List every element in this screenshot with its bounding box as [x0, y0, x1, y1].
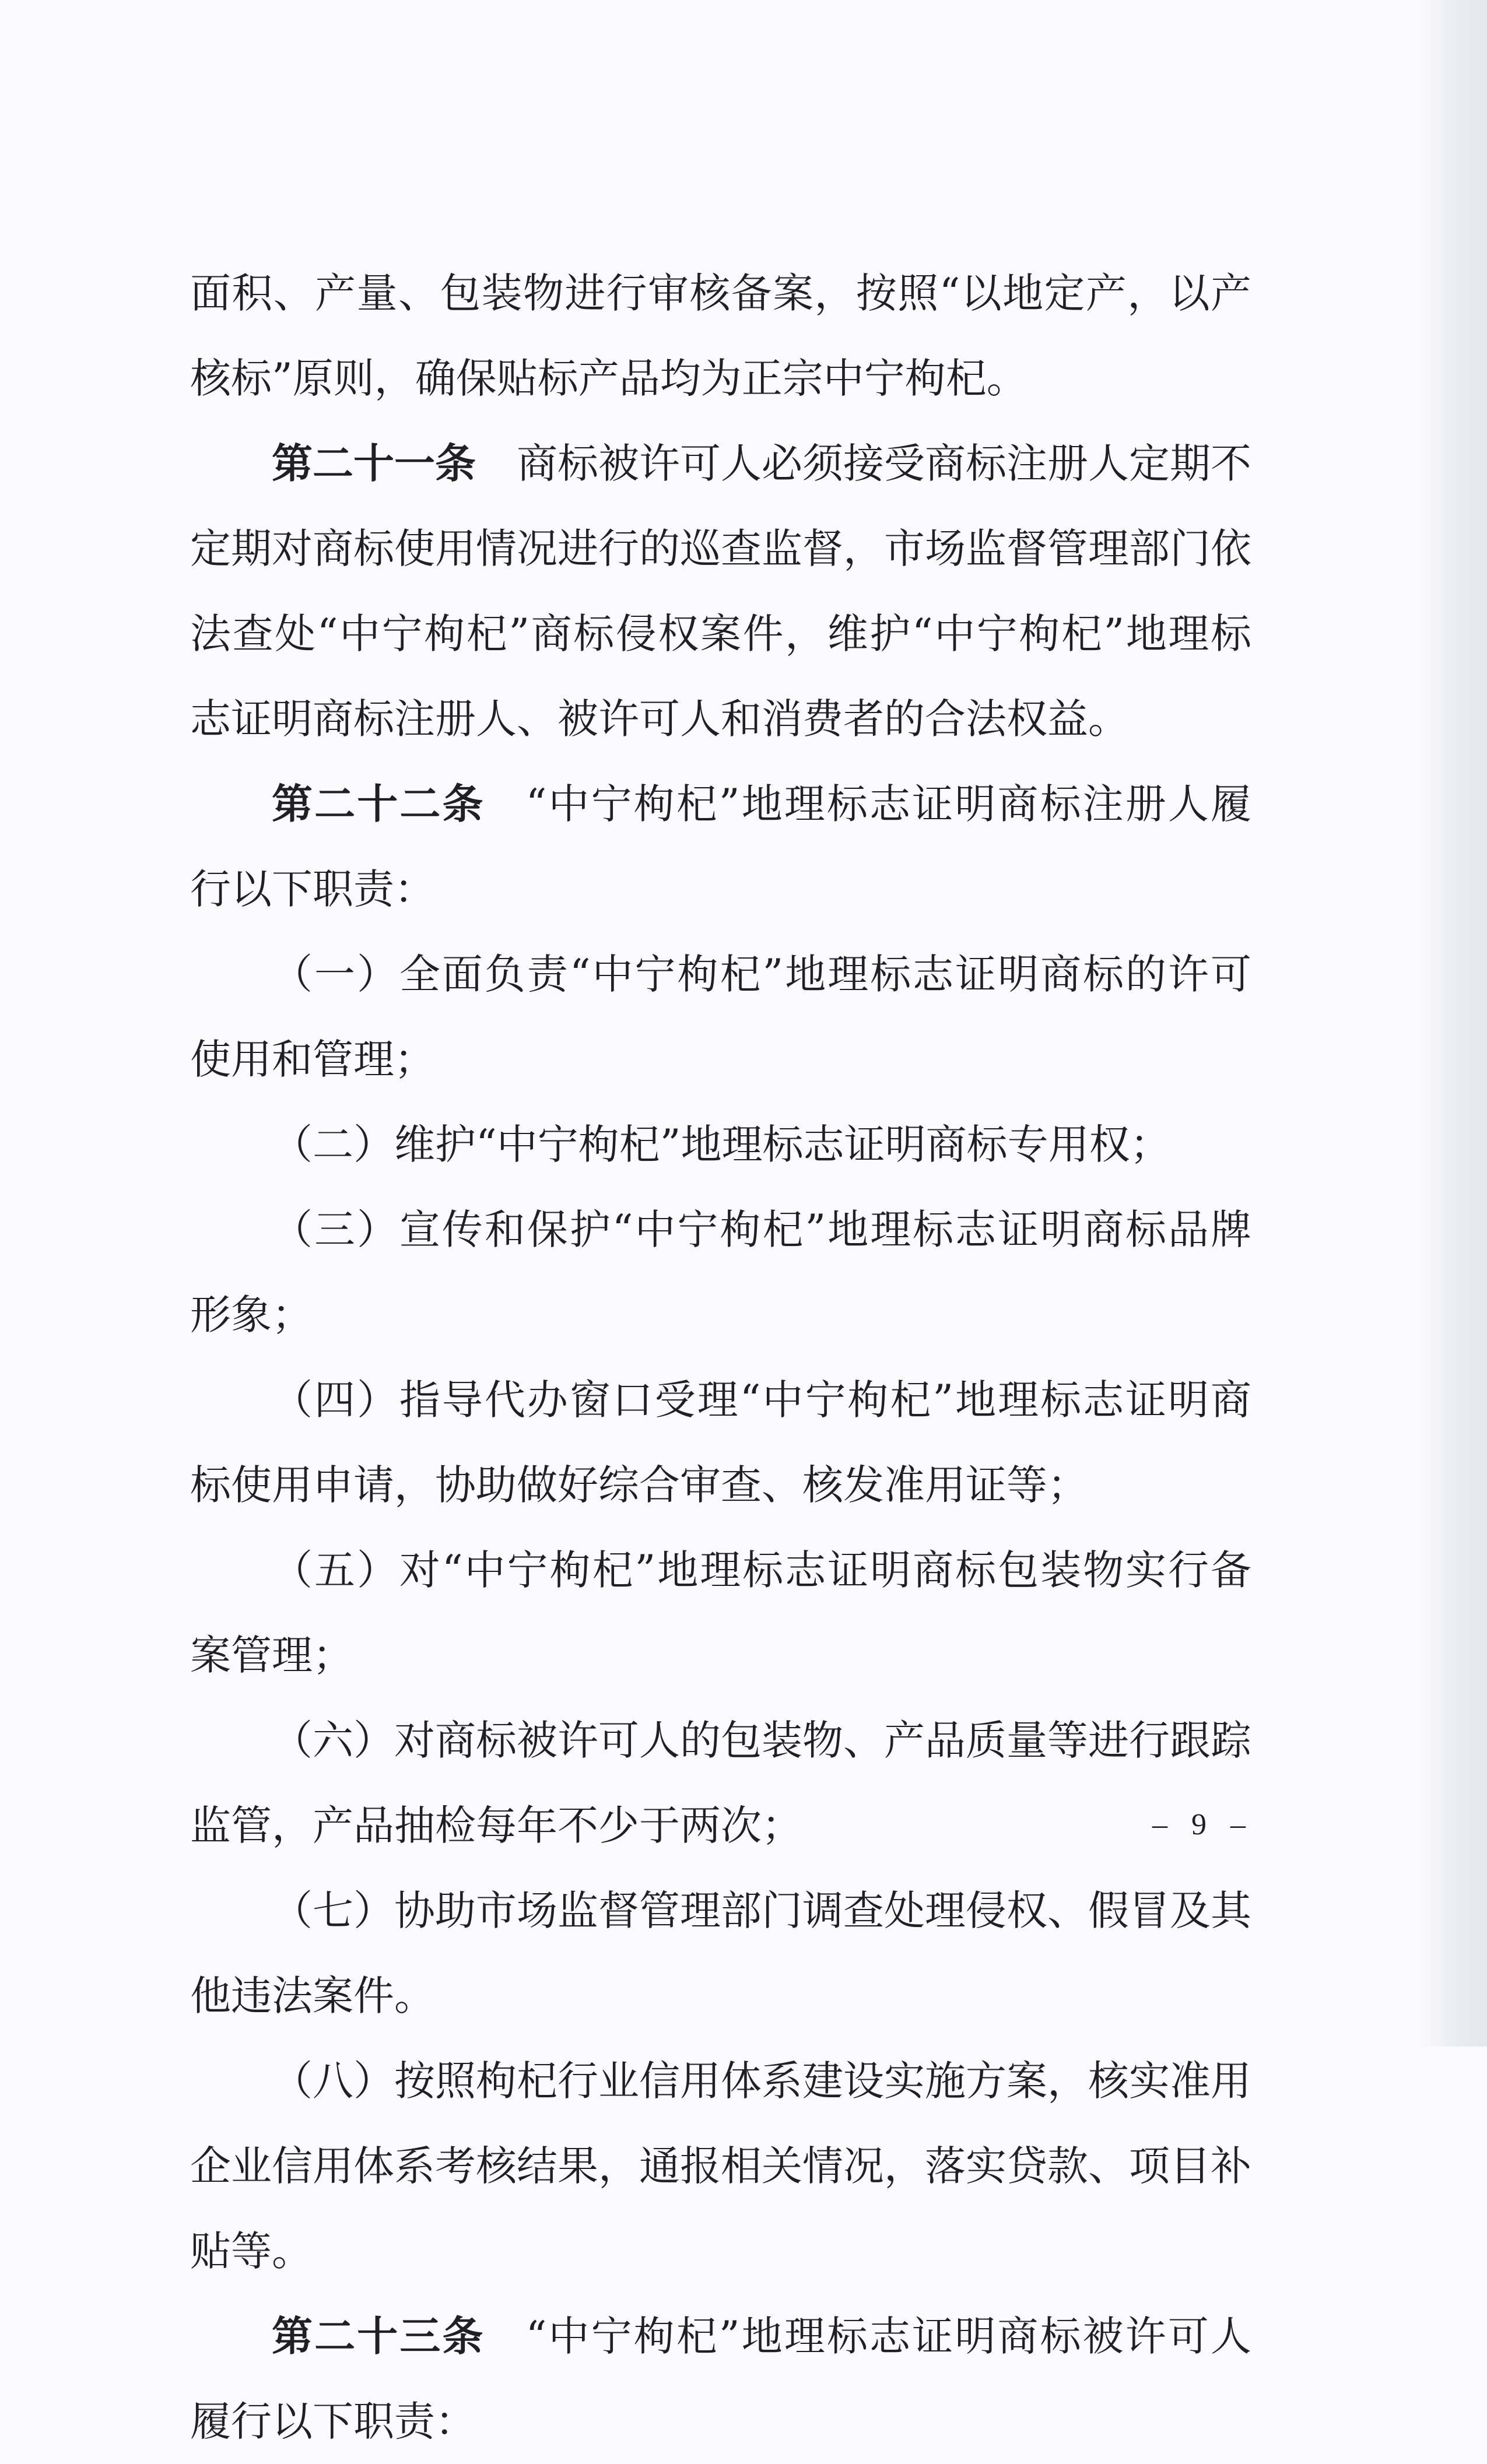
paragraph-1 [190, 251, 1251, 421]
list-item-8 [190, 2038, 1251, 2294]
paragraph-text: “中宁枸杞”地理标志证明商标被许可人履行以下职责： [190, 2312, 1252, 2445]
list-item-4 [190, 1357, 1251, 1528]
article-21 [190, 421, 1251, 761]
article-heading: 第二十一条 [272, 440, 476, 487]
paragraph-text: （三）宣传和保护“中宁枸杞”地理标志证明商标品牌形象； [190, 1206, 1251, 1339]
paragraph-text: （六）对商标被许可人的包装物、产品质量等进行跟踪监管，产品抽检每年不少于两次； [190, 1717, 1251, 1849]
list-item-2 [190, 1102, 1251, 1187]
paragraph-text: （一）全面负责“中宁枸杞”地理标志证明商标的许可使用和管理； [190, 950, 1251, 1083]
page-number: – 9 – [1152, 1808, 1254, 1841]
page-edge-shadow [1417, 0, 1487, 2047]
paragraph-text: （四）指导代办窗口受理“中宁枸杞”地理标志证明商标使用申请，协助做好综合审查、核发准用证等； [190, 1376, 1251, 1509]
paragraph-text: （二）维护“中宁枸杞”地理标志证明商标专用权； [272, 1121, 1171, 1168]
list-item-5 [190, 1528, 1251, 1698]
paragraph-text: （七）协助市场监督管理部门调查处理侵权、假冒及其他违法案件。 [190, 1887, 1251, 2020]
list-item-6 [190, 1698, 1251, 1868]
document-body [190, 251, 1251, 2464]
paragraph-text: “中宁枸杞”地理标志证明商标注册人履行以下职责： [190, 780, 1252, 913]
list-item-3 [190, 1187, 1251, 1357]
paragraph-text: 面积、产量、包装物进行审核备案，按照“以地定产，以产核标”原则，确保贴标产品均为正宗中宁枸杞。 [190, 269, 1251, 402]
article-23 [190, 2294, 1251, 2464]
article-heading: 第二十二条 [272, 780, 485, 828]
article-heading: 第二十三条 [272, 2312, 485, 2360]
paragraph-text: （八）按照枸杞行业信用体系建设实施方案，核实准用企业信用体系考核结果，通报相关情况，落实贷款、项目补贴等。 [190, 2057, 1251, 2275]
list-item-1 [190, 932, 1251, 1102]
paragraph-text: （五）对“中宁枸杞”地理标志证明商标包装物实行备案管理； [190, 1546, 1251, 1679]
paragraph-text: 商标被许可人必须接受商标注册人定期不定期对商标使用情况进行的巡查监督，市场监督管理部门依法查处“中宁枸杞”商标侵权案件，维护“中宁枸杞”地理标志证明商标注册人、被许可人和消费者的合法权益。 [190, 440, 1251, 743]
article-22 [190, 761, 1251, 932]
list-item-7 [190, 1868, 1251, 2038]
